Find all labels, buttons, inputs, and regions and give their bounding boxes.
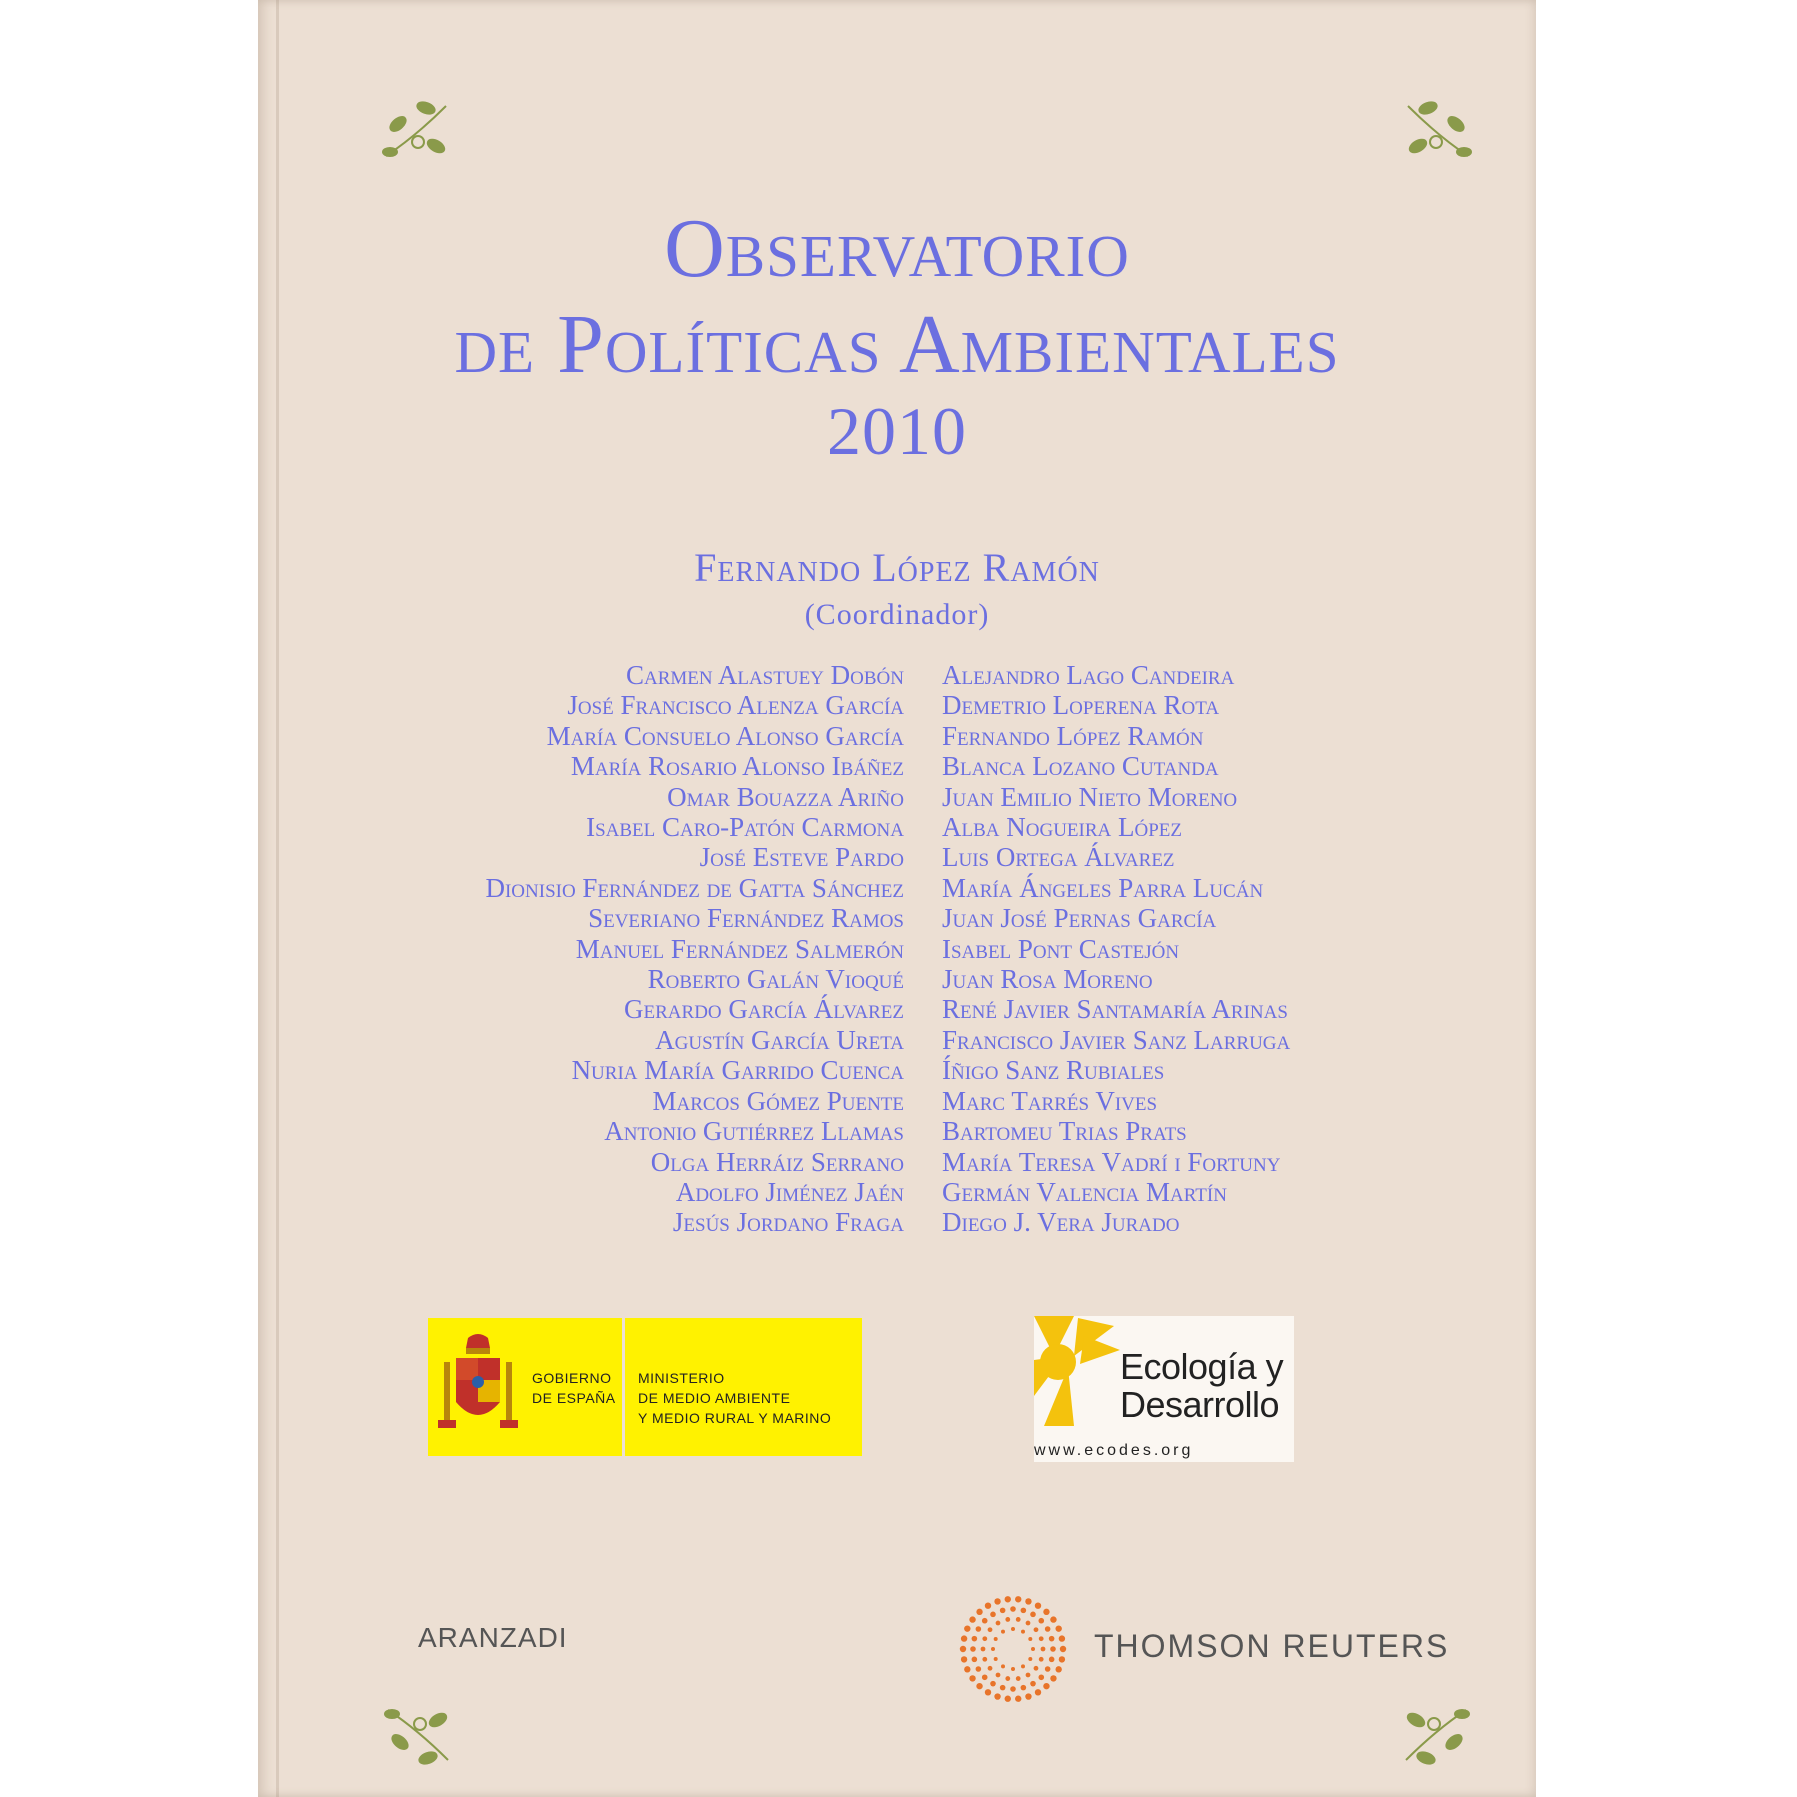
author-name: Alba Nogueira López: [942, 812, 1182, 843]
logo-dot: [1035, 1689, 1041, 1695]
logo-dot: [961, 1656, 967, 1662]
logo-dot: [994, 1693, 1000, 1699]
thomson-reuters-logo-icon: [956, 1592, 1070, 1706]
author-name: María Teresa Vadrí i Fortuny: [942, 1146, 1281, 1177]
author-name: Marcos Gómez Puente: [652, 1085, 904, 1116]
author-name: Germán Valencia Martín: [942, 1176, 1227, 1207]
author-name: Luis Ortega Álvarez: [942, 842, 1175, 873]
logo-dot: [1010, 1606, 1016, 1612]
logo-dot: [976, 1666, 982, 1672]
author-name: Omar Bouazza Ariño: [667, 781, 904, 812]
logo-dot: [991, 1647, 995, 1651]
logo-dot: [972, 1657, 978, 1663]
title-year: 2010: [827, 393, 967, 469]
logo-dot: [982, 1618, 988, 1624]
coat-of-arms-icon: [438, 1332, 518, 1442]
author-name: Demetrio Loperena Rota: [942, 690, 1220, 721]
ecodes-line-1: Ecología y: [1120, 1346, 1284, 1387]
logo-dot: [1025, 1693, 1031, 1699]
author-name: Agustín García Ureta: [655, 1024, 904, 1055]
title-line-1: Observatorio: [664, 202, 1130, 295]
author-name: María Consuelo Alonso García: [546, 720, 904, 751]
leaf-ornament-icon: [378, 1690, 458, 1770]
author-name: Jesús Jordano Fraga: [672, 1207, 904, 1238]
author-name: Isabel Pont Castejón: [942, 933, 1180, 964]
author-name: Juan Emilio Nieto Moreno: [942, 781, 1238, 812]
logo-dot: [1015, 1696, 1021, 1702]
logo-dot: [1001, 1664, 1005, 1668]
ecodes-text: [1120, 1348, 1283, 1424]
author-name: Antonio Gutiérrez Llamas: [604, 1116, 904, 1147]
logo-dot: [1028, 1657, 1032, 1661]
gov-line: DE ESPAÑA: [532, 1390, 616, 1406]
author-name: Roberto Galán Vioqué: [647, 964, 904, 995]
author-name: José Francisco Alenza García: [567, 690, 904, 721]
logo-dot: [972, 1636, 978, 1642]
ministry-line: MINISTERIO: [638, 1370, 725, 1386]
author-name: Isabel Caro-Patón Carmona: [586, 812, 904, 843]
author-name: Olga Herráiz Serrano: [650, 1146, 904, 1177]
logo-dot: [1050, 1675, 1056, 1681]
logo-dot: [1026, 1621, 1031, 1626]
logo-dot: [996, 1673, 1001, 1678]
logo-dot: [985, 1602, 991, 1608]
leaf-ornament-icon: [376, 96, 456, 176]
logo-dot: [994, 1637, 998, 1641]
logo-dot: [982, 1657, 987, 1662]
logo-dot: [990, 1681, 996, 1687]
logo-dot: [1011, 1627, 1015, 1631]
logo-dot: [1043, 1609, 1049, 1615]
logo-dot: [969, 1675, 975, 1681]
author-name: Gerardo García Álvarez: [624, 994, 904, 1025]
logo-dot: [1045, 1626, 1051, 1632]
logo-dot: [1050, 1646, 1056, 1652]
logo-dot: [1021, 1608, 1027, 1614]
logo-dot: [1041, 1647, 1046, 1652]
logo-dot: [961, 1635, 967, 1641]
logo-dot: [1049, 1636, 1055, 1642]
logo-dot: [1000, 1685, 1006, 1691]
logo-dot: [996, 1621, 1001, 1626]
logo-dot: [1055, 1625, 1061, 1631]
government-logo: [428, 1318, 862, 1456]
logo-dot: [1001, 1630, 1005, 1634]
logo-dot: [1025, 1598, 1031, 1604]
gov-line: GOBIERNO: [532, 1370, 612, 1386]
logo-dot: [1000, 1608, 1006, 1614]
coordinator-role: (Coordinador): [804, 598, 990, 631]
logo-dot: [1021, 1630, 1025, 1634]
author-name: María Ángeles Parra Lucán: [942, 872, 1264, 903]
ecodes-url: www.ecodes.org: [1034, 1442, 1194, 1459]
logo-dot: [1005, 1596, 1011, 1602]
logo-dot: [1060, 1646, 1066, 1652]
author-name: Diego J. Vera Jurado: [942, 1207, 1180, 1238]
logo-dot: [988, 1627, 993, 1632]
logo-dot: [1030, 1681, 1036, 1687]
author-name: Fernando López Ramón: [942, 720, 1204, 751]
logo-dot: [976, 1683, 982, 1689]
logo-dot: [982, 1636, 987, 1641]
author-name: Alejandro Lago Candeira: [942, 660, 1235, 690]
logo-dot: [964, 1625, 970, 1631]
author-name: María Rosario Alonso Ibáñez: [570, 751, 904, 782]
logo-dot: [1016, 1676, 1021, 1681]
logo-dot: [994, 1598, 1000, 1604]
logo-dot: [981, 1647, 986, 1652]
logo-dot: [1021, 1685, 1027, 1691]
logo-dot: [1038, 1618, 1044, 1624]
ministry-line: Y MEDIO RURAL Y MARINO: [638, 1410, 832, 1426]
logo-dot: [994, 1657, 998, 1661]
title-line-2: de Políticas Ambientales: [454, 298, 1340, 391]
author-name: Severiano Fernández Ramos: [588, 903, 904, 934]
leaf-ornament-icon: [1396, 1690, 1476, 1770]
book-cover: [258, 0, 1536, 1797]
publisher-thomson-reuters: THOMSON REUTERS: [1094, 1628, 1450, 1664]
logo-dot: [1050, 1616, 1056, 1622]
logo-dot: [1028, 1637, 1032, 1641]
author-name: José Esteve Pardo: [699, 842, 904, 873]
author-name: Carmen Alastuey Dobón: [625, 660, 904, 690]
author-name: Marc Tarrés Vives: [942, 1085, 1158, 1116]
author-name: Adolfo Jiménez Jaén: [675, 1176, 904, 1207]
logo-dot: [985, 1689, 991, 1695]
logo-dot: [1039, 1636, 1044, 1641]
logo-dot: [1034, 1627, 1039, 1632]
author-name: Dionisio Fernández de Gatta Sánchez: [485, 872, 904, 903]
logo-dot: [1005, 1617, 1010, 1622]
logo-dot: [1030, 1612, 1036, 1618]
logo-dot: [976, 1609, 982, 1615]
coordinator-name: Fernando López Ramón: [694, 545, 1100, 590]
logo-dot: [988, 1666, 993, 1671]
author-name: Juan José Pernas García: [942, 903, 1217, 934]
author-name: Francisco Javier Sanz Larruga: [942, 1024, 1291, 1055]
author-name: Bartomeu Trias Prats: [942, 1116, 1187, 1147]
logo-dot: [960, 1646, 966, 1652]
authors-left-column: [258, 660, 904, 1238]
logo-dot: [1016, 1617, 1021, 1622]
logo-dot: [1038, 1674, 1044, 1680]
logo-dot: [1015, 1596, 1021, 1602]
logo-dot: [1010, 1686, 1016, 1692]
logo-dot: [1031, 1647, 1035, 1651]
author-name: Blanca Lozano Cutanda: [942, 751, 1219, 782]
ecodes-line-2: Desarrollo: [1120, 1384, 1280, 1425]
leaf-ornament-icon: [1398, 96, 1478, 176]
logo-dot: [982, 1674, 988, 1680]
logo-dot: [964, 1666, 970, 1672]
logo-dot: [1045, 1666, 1051, 1672]
logo-dot: [1026, 1673, 1031, 1678]
logo-dot: [970, 1646, 976, 1652]
logo-dot: [1021, 1664, 1025, 1668]
logo-dot: [1059, 1635, 1065, 1641]
logo-dot: [969, 1616, 975, 1622]
gov-text-2: [638, 1368, 831, 1428]
logo-dot: [1005, 1676, 1010, 1681]
author-name: Juan Rosa Moreno: [942, 964, 1153, 995]
logo-dot: [1055, 1666, 1061, 1672]
sun-icon: [1034, 1316, 1124, 1426]
logo-dot: [1043, 1683, 1049, 1689]
logo-dot: [990, 1612, 996, 1618]
authors-right-column: [942, 660, 1502, 1238]
logo-dot: [1035, 1602, 1041, 1608]
logo-dot: [1034, 1666, 1039, 1671]
author-name: Íñigo Sanz Rubiales: [942, 1055, 1165, 1086]
ecodes-logo: [1034, 1316, 1294, 1462]
logo-dot: [1005, 1696, 1011, 1702]
gov-separator: [622, 1318, 625, 1456]
author-name: Nuria María Garrido Cuenca: [571, 1055, 904, 1086]
publisher-aranzadi: ARANZADI: [418, 1622, 568, 1653]
logo-dot: [1049, 1657, 1055, 1663]
logo-dot: [976, 1626, 982, 1632]
author-name: Manuel Fernández Salmerón: [575, 933, 904, 964]
ministry-line: DE MEDIO AMBIENTE: [638, 1390, 791, 1406]
author-name: René Javier Santamaría Arinas: [942, 994, 1288, 1025]
logo-dot: [1039, 1657, 1044, 1662]
logo-dot: [1011, 1667, 1015, 1671]
logo-dot: [1059, 1656, 1065, 1662]
gov-text-1: [532, 1368, 616, 1408]
